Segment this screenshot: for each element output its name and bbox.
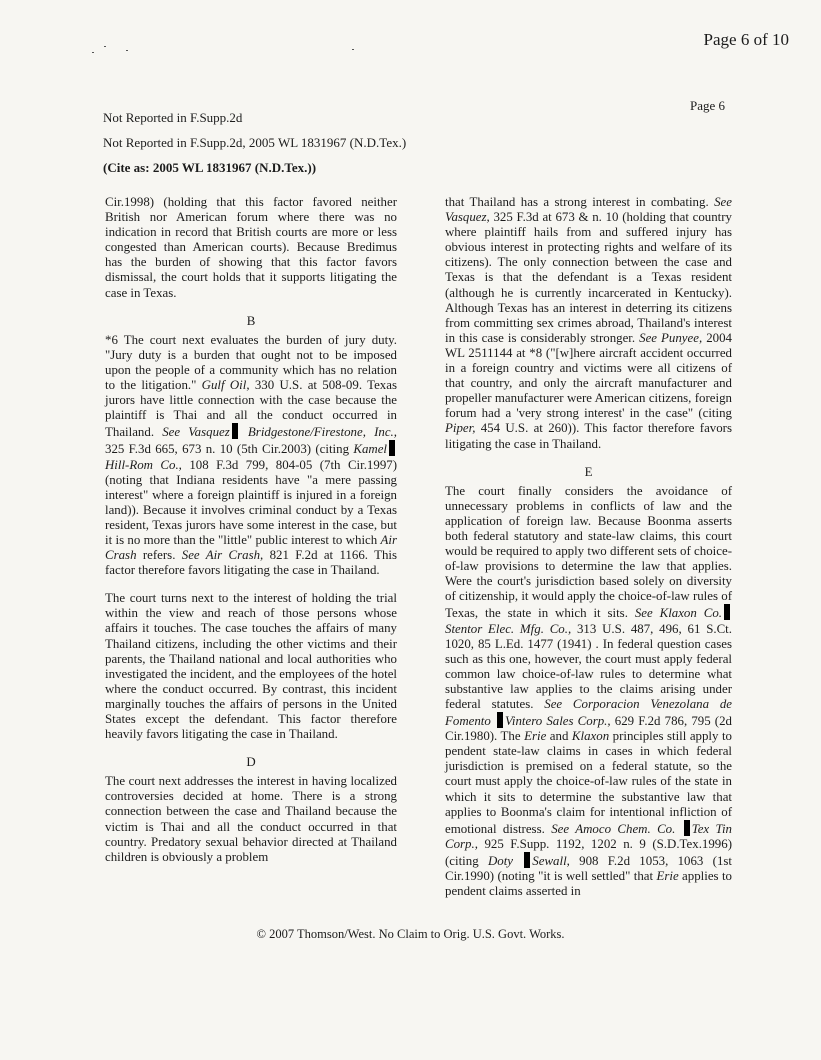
star-page: *6 — [105, 332, 118, 347]
citation: See Corporacion Venezolana de Fomento — [445, 697, 732, 729]
citation: See Air Crash, — [181, 548, 264, 563]
redaction-bar — [524, 852, 530, 868]
right-column — [445, 195, 732, 912]
citation: Erie — [524, 729, 547, 744]
paragraph: that Thailand has a strong interest in combating. See Vasquez, 325 F.3d at 673 & n. 10 (holding that country where plaintiff hails from and suffered injury has obvious interest in protecting rights and welfare of its citizens). The only connection between the case and Texas is that the defendant is a Texas resident (although he is currently incarcerated in Kentucky). Although Texas has an interest in deterring its citizens from committing sex crimes abroad, Thailand's interest in this case is considerably stronger. See Punyee, 2004 WL 2511144 at *8 ("[w]here aircraft accident occurred in a foreign country and victims were all citizens of that country, and only the aircraft manufacturer and propeller manufacturer were American citizens, foreign forum had a 'very strong interest' in the case" (citing Piper, 454 U.S. at 260)). This factor therefore favors litigating the case in Thailand. — [445, 195, 732, 451]
left-column — [105, 195, 397, 878]
citation: See Vasquez, — [445, 195, 732, 225]
copyright-footer: © 2007 Thomson/West. No Claim to Orig. U.S. Govt. Works. — [256, 927, 565, 941]
section-heading-b: B — [246, 313, 256, 328]
citation: Sewall, — [532, 853, 570, 868]
paragraph: Cir.1998) (holding that this factor favored neither British nor American forum where there was no indication in record that British courts are more or less congested than American courts). Because Bredimus has the burden of showing that this factor favors dismissal, the court holds that it supports litigating the case in Texas. — [105, 195, 397, 300]
redaction-bar — [684, 820, 690, 836]
citation: See Punyee, — [639, 330, 703, 345]
paragraph: *6 The court next evaluates the burden of jury duty. "Jury duty is a burden that ought not to be imposed upon the people of a community which has no relation to the litigation." Gulf Oil, 330 U.S. at 508-09. Texas jurors have little connection with the case because the plaintiff is Thai and all the conduct occurred in Thailand. See Vasquez Bridgestone/Firestone, Inc., 325 F.3d 665, 673 n. 10 (5th Cir.2003) (citing KamelHill-Rom Co., 108 F.3d 799, 804-05 (7th Cir.1997) (noting that Indiana residents have "a mere passing interest" where a foreign plaintiff is injured in a foreign land)). Because it involves criminal conduct by a Texas resident, Texas jurors have some interest in the case, but it is no more than the "little" public interest to which Air Crash refers. See Air Crash, 821 F.2d at 1166. This factor therefore favors litigating the case in Thailand. — [105, 332, 397, 578]
section-heading-e: E — [584, 464, 593, 479]
citation: Tex Tin Corp., — [445, 821, 733, 851]
citation: Kamel — [353, 442, 387, 457]
citation: Erie — [656, 869, 679, 884]
page-number: Page 6 — [689, 98, 725, 113]
citation: Doty — [487, 853, 513, 868]
paragraph: The court turns next to the interest of holding the trial within the view and reach of those persons whose affairs it touches. The case touches the affairs of many Thailand citizens, including the other victims and their parents, the Thailand national and local authorities who investigated the incident, and the employees of the hotel where the conduct occurred. By contrast, this incident marginally touches the affairs of persons in the United States except the defendant. This factor therefore heavily favors litigating the case in Thailand. — [105, 591, 397, 742]
citation: Hill-Rom Co., — [105, 457, 182, 472]
citation: Stentor Elec. Mfg. Co., — [445, 621, 572, 636]
citation: Vintero Sales Corp., — [504, 714, 611, 729]
header-line-2: Not Reported in F.Supp.2d, 2005 WL 1831967 (N.D.Tex.) — [103, 135, 407, 150]
paragraph: The court next addresses the interest in having localized controversies decided at home. There is a strong connection between the case and Thailand because the victim is Thai and all the conduct occurred in that country. Predatory sexual behavior directed at Thailand children is obviously a problem — [105, 774, 397, 864]
header-line-1: Not Reported in F.Supp.2d — [103, 110, 243, 125]
citation: Bridgestone/Firestone, Inc., — [247, 425, 397, 440]
citation: See Klaxon Co. — [634, 606, 722, 621]
redaction-bar — [497, 712, 503, 728]
citation: See Amoco Chem. Co. — [551, 821, 676, 836]
paragraph: The court finally considers the avoidance of unnecessary problems in conflicts of law and the application of foreign law. Because Boonma asserts both federal statutory and state-law claims, this court would be required to apply two different sets of choice-of-law provisions to determine the law that applies. Were the court's jurisdiction based solely on diversity of citizenship, it would apply the choice-of-law rules of Texas, the state in which it sits. See Klaxon Co. Stentor Elec. Mfg. Co., 313 U.S. 487, 496, 61 S.Ct. 1020, 85 L.Ed. 1477 (1941) . In federal question cases such as this one, however, the court must apply federal common law choice-of-law rules to determine what substantive law applies to the claims arising under federal statutes. See Corporacion Venezolana de Fomento Vintero Sales Corp., 629 F.2d 786, 795 (2d Cir.1980). The Erie and Klaxon principles still apply to pendent state-law claims in cases in which federal jurisdiction is premised on a federal statute, so the court must apply the choice-of-law rules of the state in which it sits to determine the substantive law that applies to Boonma's claim for intentional infliction of emotional distress. See Amoco Chem. Co. Tex Tin Corp., 925 F.Supp. 1192, 1202 n. 9 (S.D.Tex.1996) (citing Doty Sewall, 908 F.2d 1053, 1063 (1st Cir.1990) (noting "it is well settled" that Erie applies to pendent claims asserted in — [445, 483, 733, 899]
redaction-bar — [724, 604, 730, 620]
citation: Air Crash — [105, 532, 397, 563]
citation: See Vasquez — [162, 425, 230, 440]
redaction-bar — [232, 423, 238, 439]
header-cite: (Cite as: 2005 WL 1831967 (N.D.Tex.)) — [103, 160, 317, 175]
citation: Piper, — [445, 421, 476, 436]
citation: Gulf Oil, — [201, 378, 250, 393]
redaction-bar — [389, 440, 395, 456]
section-heading-d: D — [246, 755, 256, 770]
page-label: Page 6 of 10 — [703, 30, 789, 49]
citation: Klaxon — [571, 729, 610, 744]
